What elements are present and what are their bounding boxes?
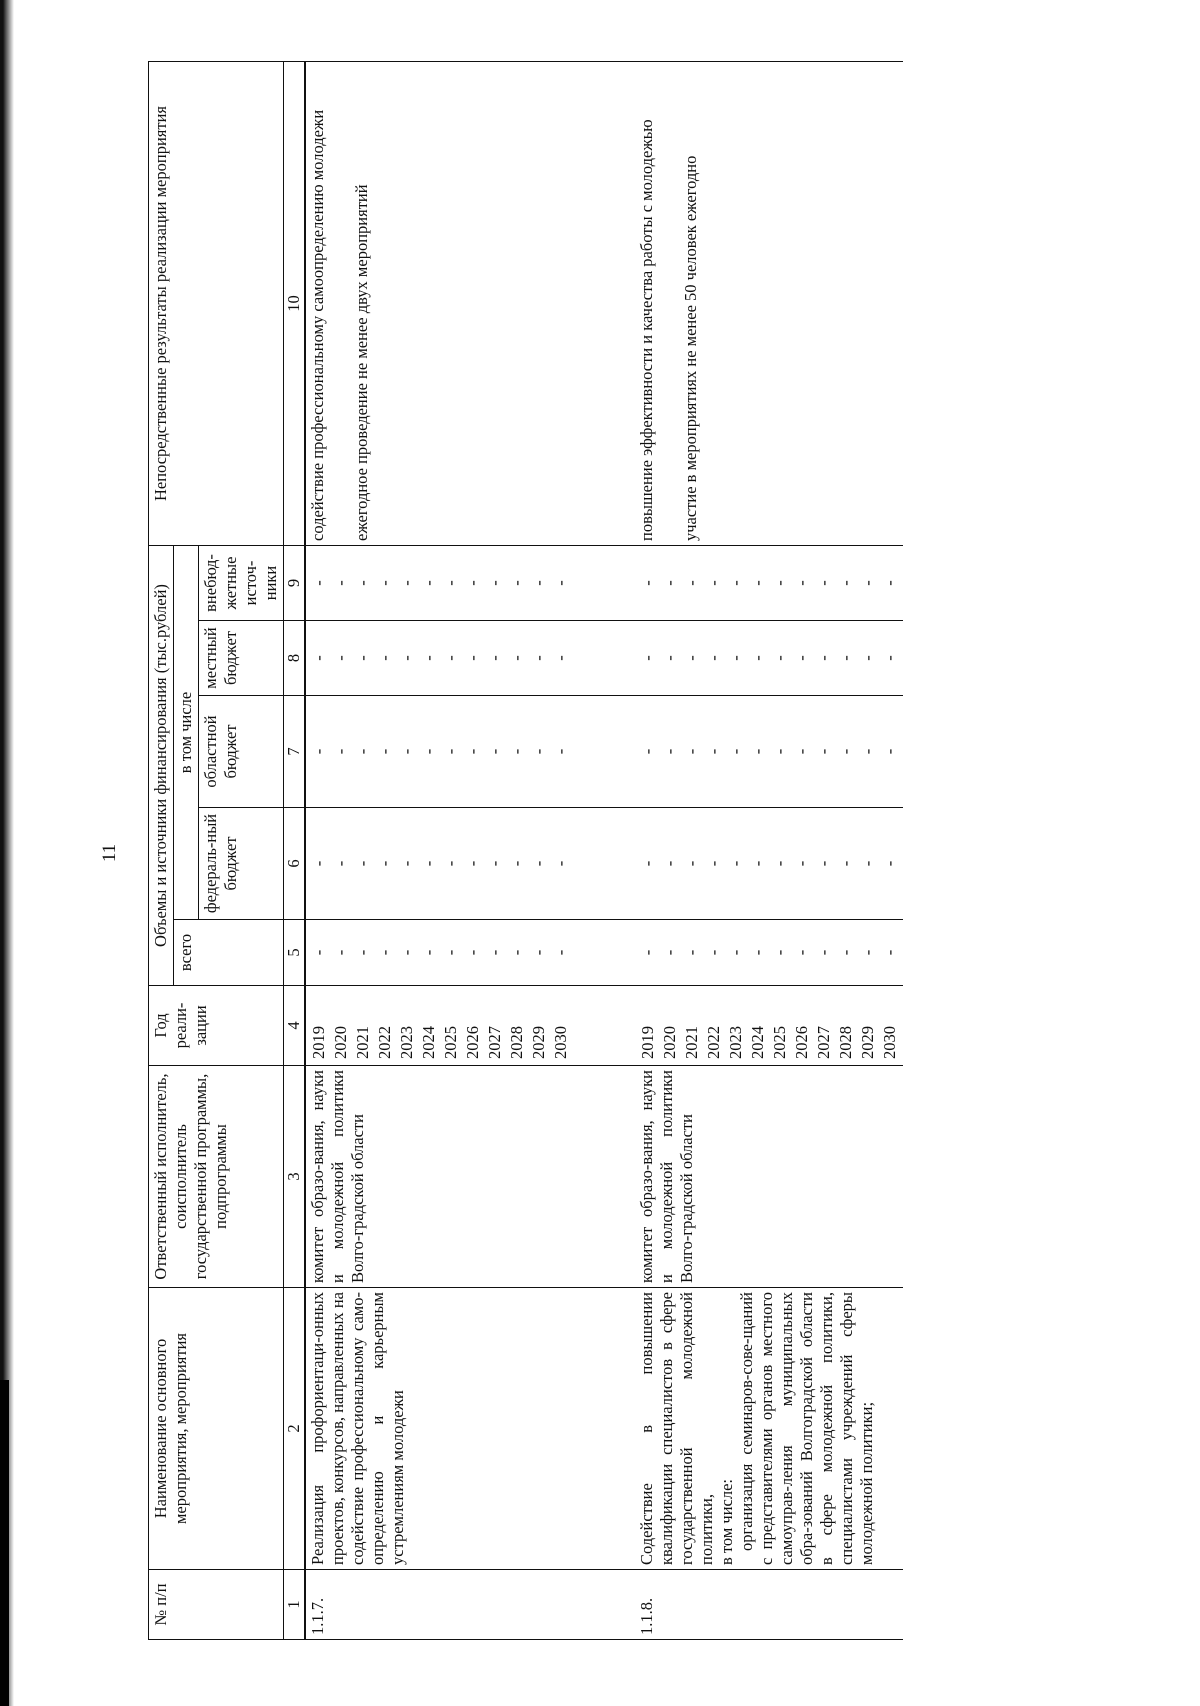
scan-edge-dark: [0, 1380, 9, 1706]
results: [305, 62, 635, 546]
result-item: участие в мероприятиях не менее 50 человек ежегодно: [681, 155, 700, 541]
rotated-table-page: [148, 62, 1088, 1640]
header-local: местный бюджет: [199, 621, 284, 696]
col-number: 2: [284, 1288, 306, 1570]
year-list: 2019 2020 2021 2022 2023 2024 2025 2026 2027 2028 2029 2030: [305, 986, 635, 1066]
header-executor: Ответственный исполнитель, соисполнитель государственной программы, подпрограммы: [149, 1066, 284, 1288]
header-extrabudget: внебюд-жетные источ-ники: [199, 546, 284, 621]
header-results: Непосредственные результаты реализации мероприятия: [149, 62, 284, 546]
result-item: ежегодное проведение не менее двух мероприятий: [352, 184, 371, 541]
regional-values: - - - - - - - - - - - -: [635, 696, 903, 808]
header-total: всего: [174, 920, 284, 986]
table-row: [305, 62, 635, 1640]
results: [635, 62, 903, 546]
result-item: содействие профессиональному самоопределению молодежи: [308, 109, 327, 541]
extrabudget-values: - - - - - - - - - - - -: [305, 546, 635, 621]
page-number: 11: [99, 843, 120, 863]
measure-name: Содействие в повышении квалификации специалистов в сфере государственной молодежной политики, в том числе: организация семинаров-сове-щаний с представителями органов местного самоуправ-ления муниципальных обра-зований Волгоградской области в сфере молодежной политики, специалистами учреждений сферы молодежной политики;: [635, 1288, 903, 1570]
executor: комитет образо-вания, науки и молодежной политики Волго-градской области: [635, 1066, 903, 1288]
local-values: - - - - - - - - - - - -: [305, 621, 635, 696]
header-regional: областной бюджет: [199, 696, 284, 808]
col-number: 3: [284, 1066, 306, 1288]
federal-values: - - - - - - - - - - - -: [635, 808, 903, 920]
program-measures-table: [148, 61, 903, 1640]
federal-values: - - - - - - - - - - - -: [305, 808, 635, 920]
col-number: 7: [284, 696, 306, 808]
executor: комитет образо-вания, науки и молодежной политики Волго-градской области: [305, 1066, 635, 1288]
header-year: Год реали-зации: [149, 986, 284, 1066]
row-number: 1.1.8.: [635, 1570, 903, 1640]
header-including: в том числе: [174, 546, 199, 920]
local-values: - - - - - - - - - - - -: [635, 621, 903, 696]
col-number: 5: [284, 920, 306, 986]
year-list: 2019 2020 2021 2022 2023 2024 2025 2026 2027 2028 2029 2030: [635, 986, 903, 1066]
extrabudget-values: - - - - - - - - - - - -: [635, 546, 903, 621]
header-financing: Объемы и источники финансирования (тыс.рублей): [149, 546, 174, 986]
col-number: 6: [284, 808, 306, 920]
measure-name: Реализация профориентаци-онных проектов, конкурсов, направленных на содействие профессиональному само-определению и карьерным устремлениям молодежи: [305, 1288, 635, 1570]
col-number: 4: [284, 986, 306, 1066]
header-federal: федераль-ный бюджет: [199, 808, 284, 920]
col-number: 9: [284, 546, 306, 621]
header-num: № п/п: [149, 1570, 284, 1640]
col-number: 8: [284, 621, 306, 696]
table-row: [635, 62, 903, 1640]
header-name: Наименование основного мероприятия, мероприятия: [149, 1288, 284, 1570]
result-item: повышение эффективности и качества работы с молодежью: [637, 119, 656, 541]
col-number: 1: [284, 1570, 306, 1640]
total-values: - - - - - - - - - - - -: [305, 920, 635, 986]
total-values: - - - - - - - - - - - -: [635, 920, 903, 986]
row-number: 1.1.7.: [305, 1570, 635, 1640]
col-number: 10: [284, 62, 306, 546]
regional-values: - - - - - - - - - - - -: [305, 696, 635, 808]
